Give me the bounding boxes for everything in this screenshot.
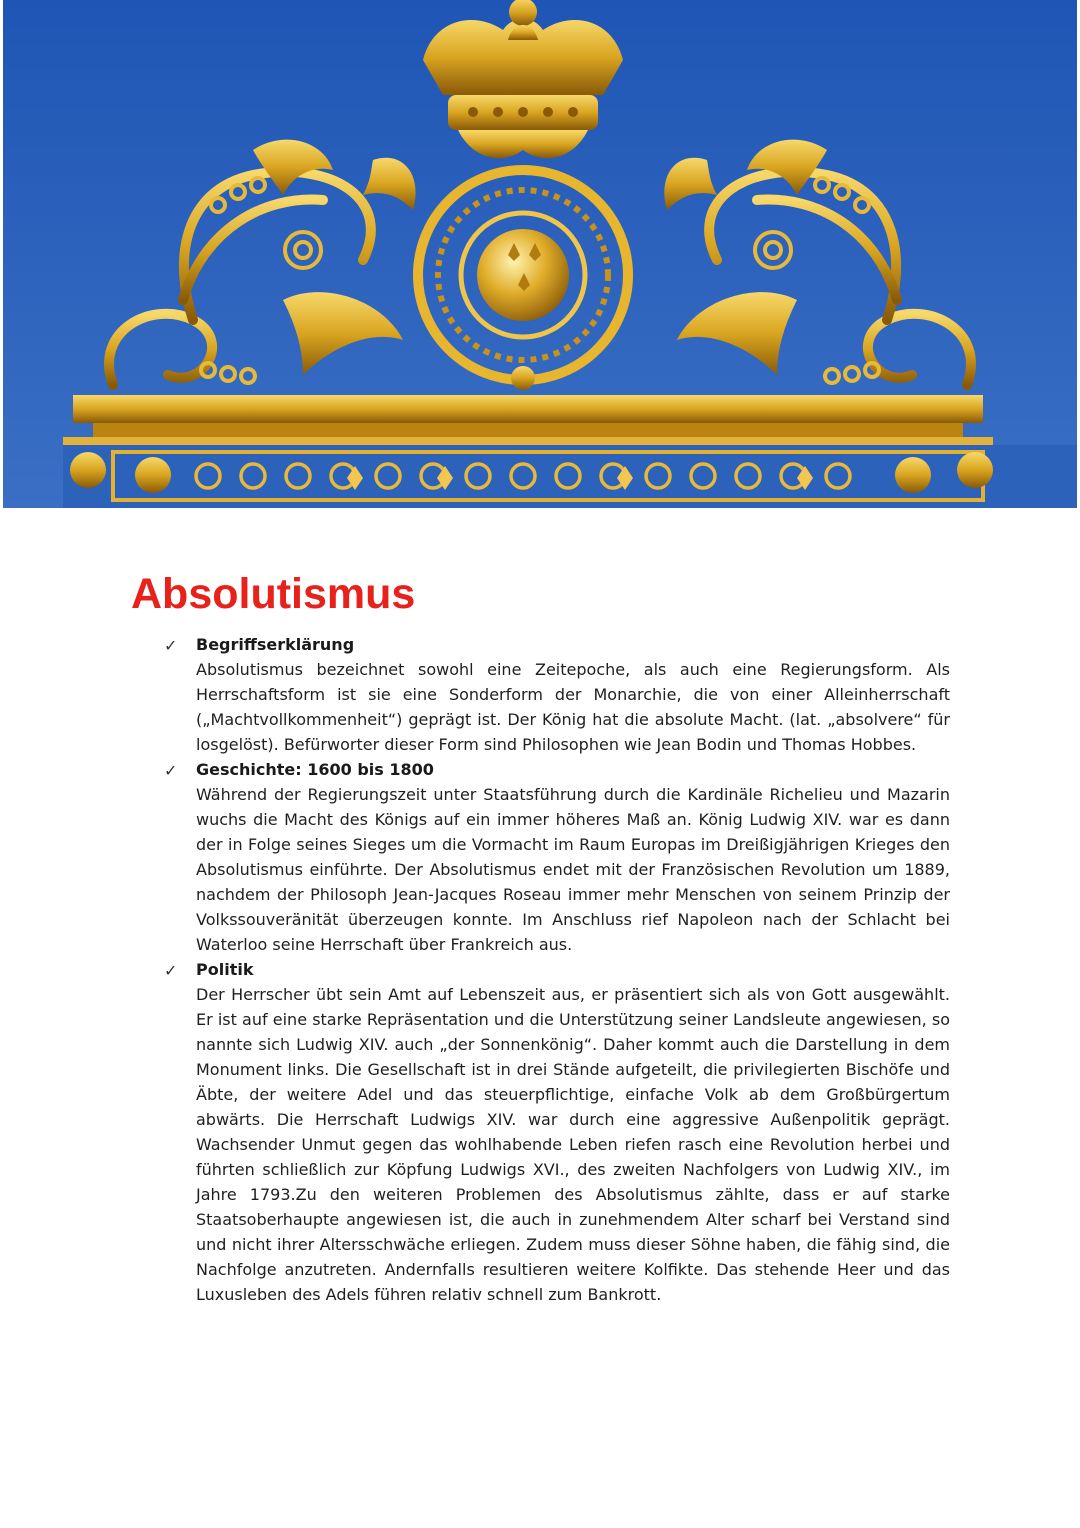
section-body: Absolutismus bezeichnet sowohl eine Zeitepoche, als auch eine Regierungsform. Als Herrschaftsform ist sie eine Sonderform der Monarchie, die von einer Alleinherrschaft („Machtvollkommenheit“) geprägt ist. Der König hat die absolute Macht. (lat. „absolvere“ für losgelöst). Befürworter dieser Form sind Philosophen wie Jean Bodin und Thomas Hobbes.: [196, 660, 950, 754]
page-title: Absolutismus: [131, 570, 416, 618]
section-heading: Politik: [196, 960, 254, 979]
section-body: Während der Regierungszeit unter Staatsführung durch die Kardinäle Richelieu und Mazarin wuchs die Macht des Königs auf ein immer höheres Maß an. König Ludwig XIV. war es dann der in Folge seines Sieges um die Vormacht im Raum Europas im Dreißigjährigen Krieges den Absolutismus einführte. Der Absolutismus endet mit der Französischen Revolution um 1889, nachdem der Philosoph Jean-Jacques Roseau immer mehr Menschen von seinem Prinzip der Volkssouveränität überzeugen konnte. Im Anschluss rief Napoleon nach der Schlacht bei Waterloo seine Herrschaft über Frankreich aus.: [196, 785, 950, 954]
section-heading: Begriffserklärung: [196, 635, 355, 654]
check-icon: ✓: [164, 761, 178, 780]
check-icon: ✓: [164, 636, 178, 655]
section-politik: [160, 957, 950, 1307]
section-body: Der Herrscher übt sein Amt auf Lebenszeit aus, er präsentiert sich als von Gott ausgewählt. Er ist auf eine starke Repräsentation und die Unterstützung seiner Landsleute angewiesen, so nannte sich Ludwig XIV. auch „der Sonnenkönig“. Daher kommt auch die Darstellung in dem Monument links. Die Gesellschaft ist in drei Stände aufgeteilt, die privilegierten Bischöfe und Äbte, der weitere Adel und das steuerpflichtige, einfache Volk ab dem Großbürgertum abwärts. Die Herrschaft Ludwigs XIV. war durch eine aggressive Außenpolitik geprägt. Wachsender Unmut gegen das wohlhabende Leben riefen rasch eine Revolution herbei und führten schließlich zur Köpfung Ludwigs XVI., des zweiten Nachfolgers von Ludwig XIV., im Jahre 1793.Zu den weiteren Problemen des Absolutismus zählte, dass er auf starke Staatsoberhaupte angewiesen ist, die auch in zunehmendem Alter scharf bei Verstand sind und nicht ihrer Altersschwäche erliegen. Zudem muss dieser Söhne haben, die fähig sind, die Nachfolge anzutreten. Andernfalls resultieren weitere Kolfikte. Das stehende Heer und das Luxusleben des Adels führen relativ schnell zum Bankrott.: [196, 985, 950, 1304]
golden-crown-gate-icon: [3, 0, 1077, 508]
section-list: [160, 632, 950, 1307]
section-geschichte: [160, 757, 950, 957]
section-heading: Geschichte: 1600 bis 1800: [196, 760, 434, 779]
hero-image: [3, 0, 1077, 508]
section-begriffserklaerung: [160, 632, 950, 757]
check-icon: ✓: [164, 961, 178, 980]
